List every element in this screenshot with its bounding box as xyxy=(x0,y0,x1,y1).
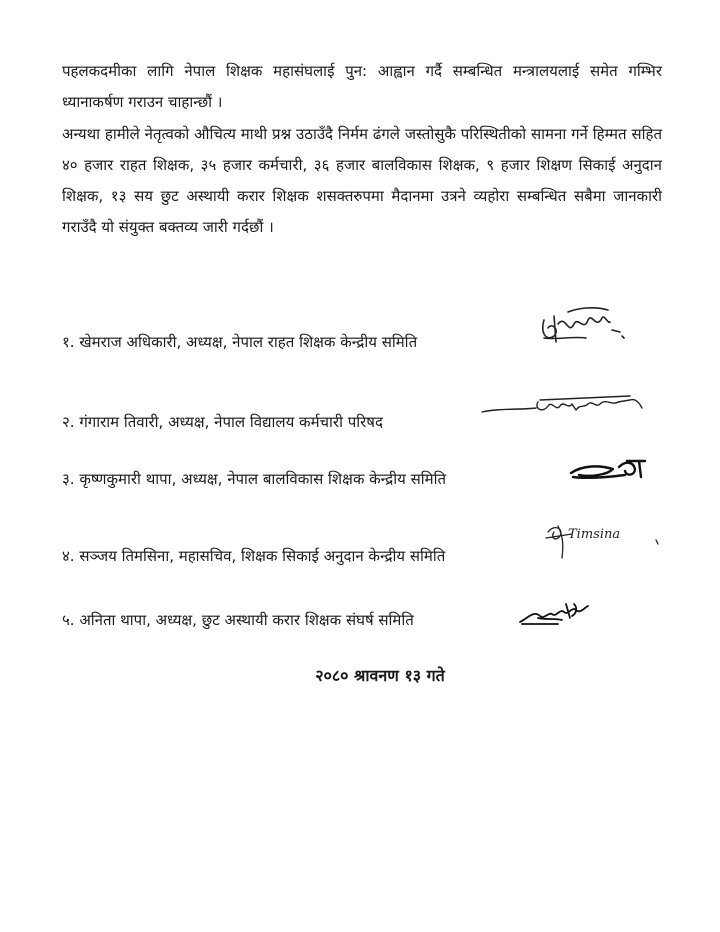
signatory-text: ३. कृष्णकुमारी थापा, अध्यक्ष, नेपाल बालविकास शिक्षक केन्द्रीय समिति xyxy=(62,470,447,488)
handwritten-signature xyxy=(518,598,598,628)
signatory-row xyxy=(62,596,702,636)
signatory-row xyxy=(62,398,702,438)
handwritten-signature xyxy=(538,302,628,350)
paragraph-appeal: पहलकदमीका लागि नेपाल शिक्षक महासंघलाई पुन: आह्वान गर्दै सम्बन्धित मन्त्रालयलाई समेत गम्भिर ध्यानाकर्षण गराउन चाहान्छौं । xyxy=(62,62,662,111)
signatory-text: २. गंगाराम तिवारी, अध्यक्ष, नेपाल विद्यालय कर्मचारी परिषद xyxy=(62,413,383,431)
paragraph-warning: अन्यथा हामीले नेतृत्वको औचित्य माथी प्रश्न उठाउँदै निर्मम ढंगले जस्तोसुकै परिस्थितीको सामना गर्ने हिम्मत सहित ४० हजार राहत शिक्षक, ३५ हजार कर्मचारी, ३६ हजार बालविकास शिक्षक, ९ हजार शिक्षण सिकाई अनुदान शिक्षक, १३ सय छुट अस्थायी करार शिक्षक शसक्तरुपमा मैदानमा उत्रने व्यहोरा सम्बन्धित सबैमा जानकारी गराउँदै यो संयुक्त बक्तव्य जारी गर्दछौं । xyxy=(62,125,662,236)
handwritten-signature xyxy=(569,455,649,483)
signatory-row xyxy=(62,527,702,572)
signatory-row xyxy=(62,318,702,358)
document-date: २०८० श्रावनण १३ गते xyxy=(315,666,445,685)
handwritten-signature xyxy=(544,522,674,562)
signatory-text: १. खेमराज अधिकारी, अध्यक्ष, नेपाल राहत शिक्षक केन्द्रीय समिति xyxy=(62,333,418,351)
svg-text:Timsina: Timsina xyxy=(568,527,621,542)
signatory-row xyxy=(62,455,702,495)
signatory-text: ४. सञ्जय तिमसिना, महासचिव, शिक्षक सिकाई अनुदान केन्द्रीय समिति xyxy=(62,547,446,565)
signatory-text: ५. अनिता थापा, अध्यक्ष, छुट अस्थायी करार शिक्षक संघर्ष समिति xyxy=(62,611,414,629)
handwritten-signature xyxy=(480,394,650,422)
